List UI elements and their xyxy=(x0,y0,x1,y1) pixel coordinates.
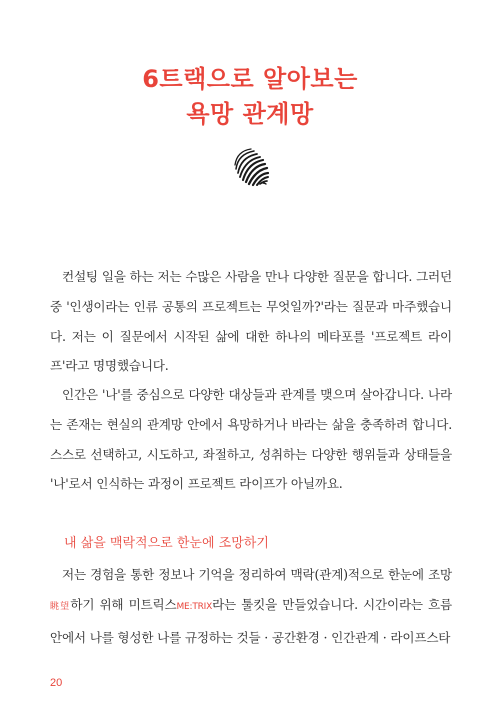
paragraph-3-text-3: 라는 툴킷을 만들었습니다. 시간이라는 흐름 안에서 나를 형성한 나를 규정하는 것들 · 공간환경 · 인간관계 · 라이프스타 xyxy=(50,596,452,645)
hanja-annotation: 眺望 xyxy=(50,601,71,612)
paragraph-3-text-1: 저는 경험을 통한 정보나 기억을 정리하여 맥락(관계)적으로 한눈에 조망 xyxy=(62,567,452,582)
section-heading: 내 삶을 맥락적으로 한눈에 조망하기 xyxy=(64,536,269,551)
chapter-title-line-2: 욕망 관계망 xyxy=(186,100,314,128)
metrix-annotation: ME:TRIX xyxy=(176,601,213,612)
metrix-section xyxy=(50,560,452,652)
paragraph-1: 컨설팅 일을 하는 저는 수많은 사람을 만나 다양한 질문을 합니다. 그러던 중 '인생이라는 인류 공통의 프로젝트는 무엇일까?'라는 질문과 마주했습니다. 저는 이 질문에서 시작된 삶에 대한 하나의 메타포를 '프로젝트 라이프'라고 명명했습니다. xyxy=(50,269,452,374)
chapter-title xyxy=(0,62,500,132)
spiral-ornament-icon xyxy=(226,142,276,192)
paragraph-2: 인간은 '나'를 중심으로 다양한 대상들과 관계를 맺으며 살아갑니다. 나라는 존재는 현실의 관계망 안에서 욕망하거나 바라는 삶을 충족하려 합니다. 스스로 선택하고, 시도하고, 좌절하고, 성취하는 다양한 행위들과 상태들을 '나'로서 인식하는 과정이 프로젝트 라이프가 아닐까요. xyxy=(50,387,452,492)
paragraph-3 xyxy=(50,560,452,652)
paragraph-3-text-2: 하기 위해 미트릭스 xyxy=(70,596,177,612)
page-number: 20 xyxy=(50,677,63,689)
chapter-title-line-1: 6트랙으로 알아보는 xyxy=(142,65,358,93)
intro-section xyxy=(50,262,452,381)
intro-section-continued xyxy=(50,380,452,499)
